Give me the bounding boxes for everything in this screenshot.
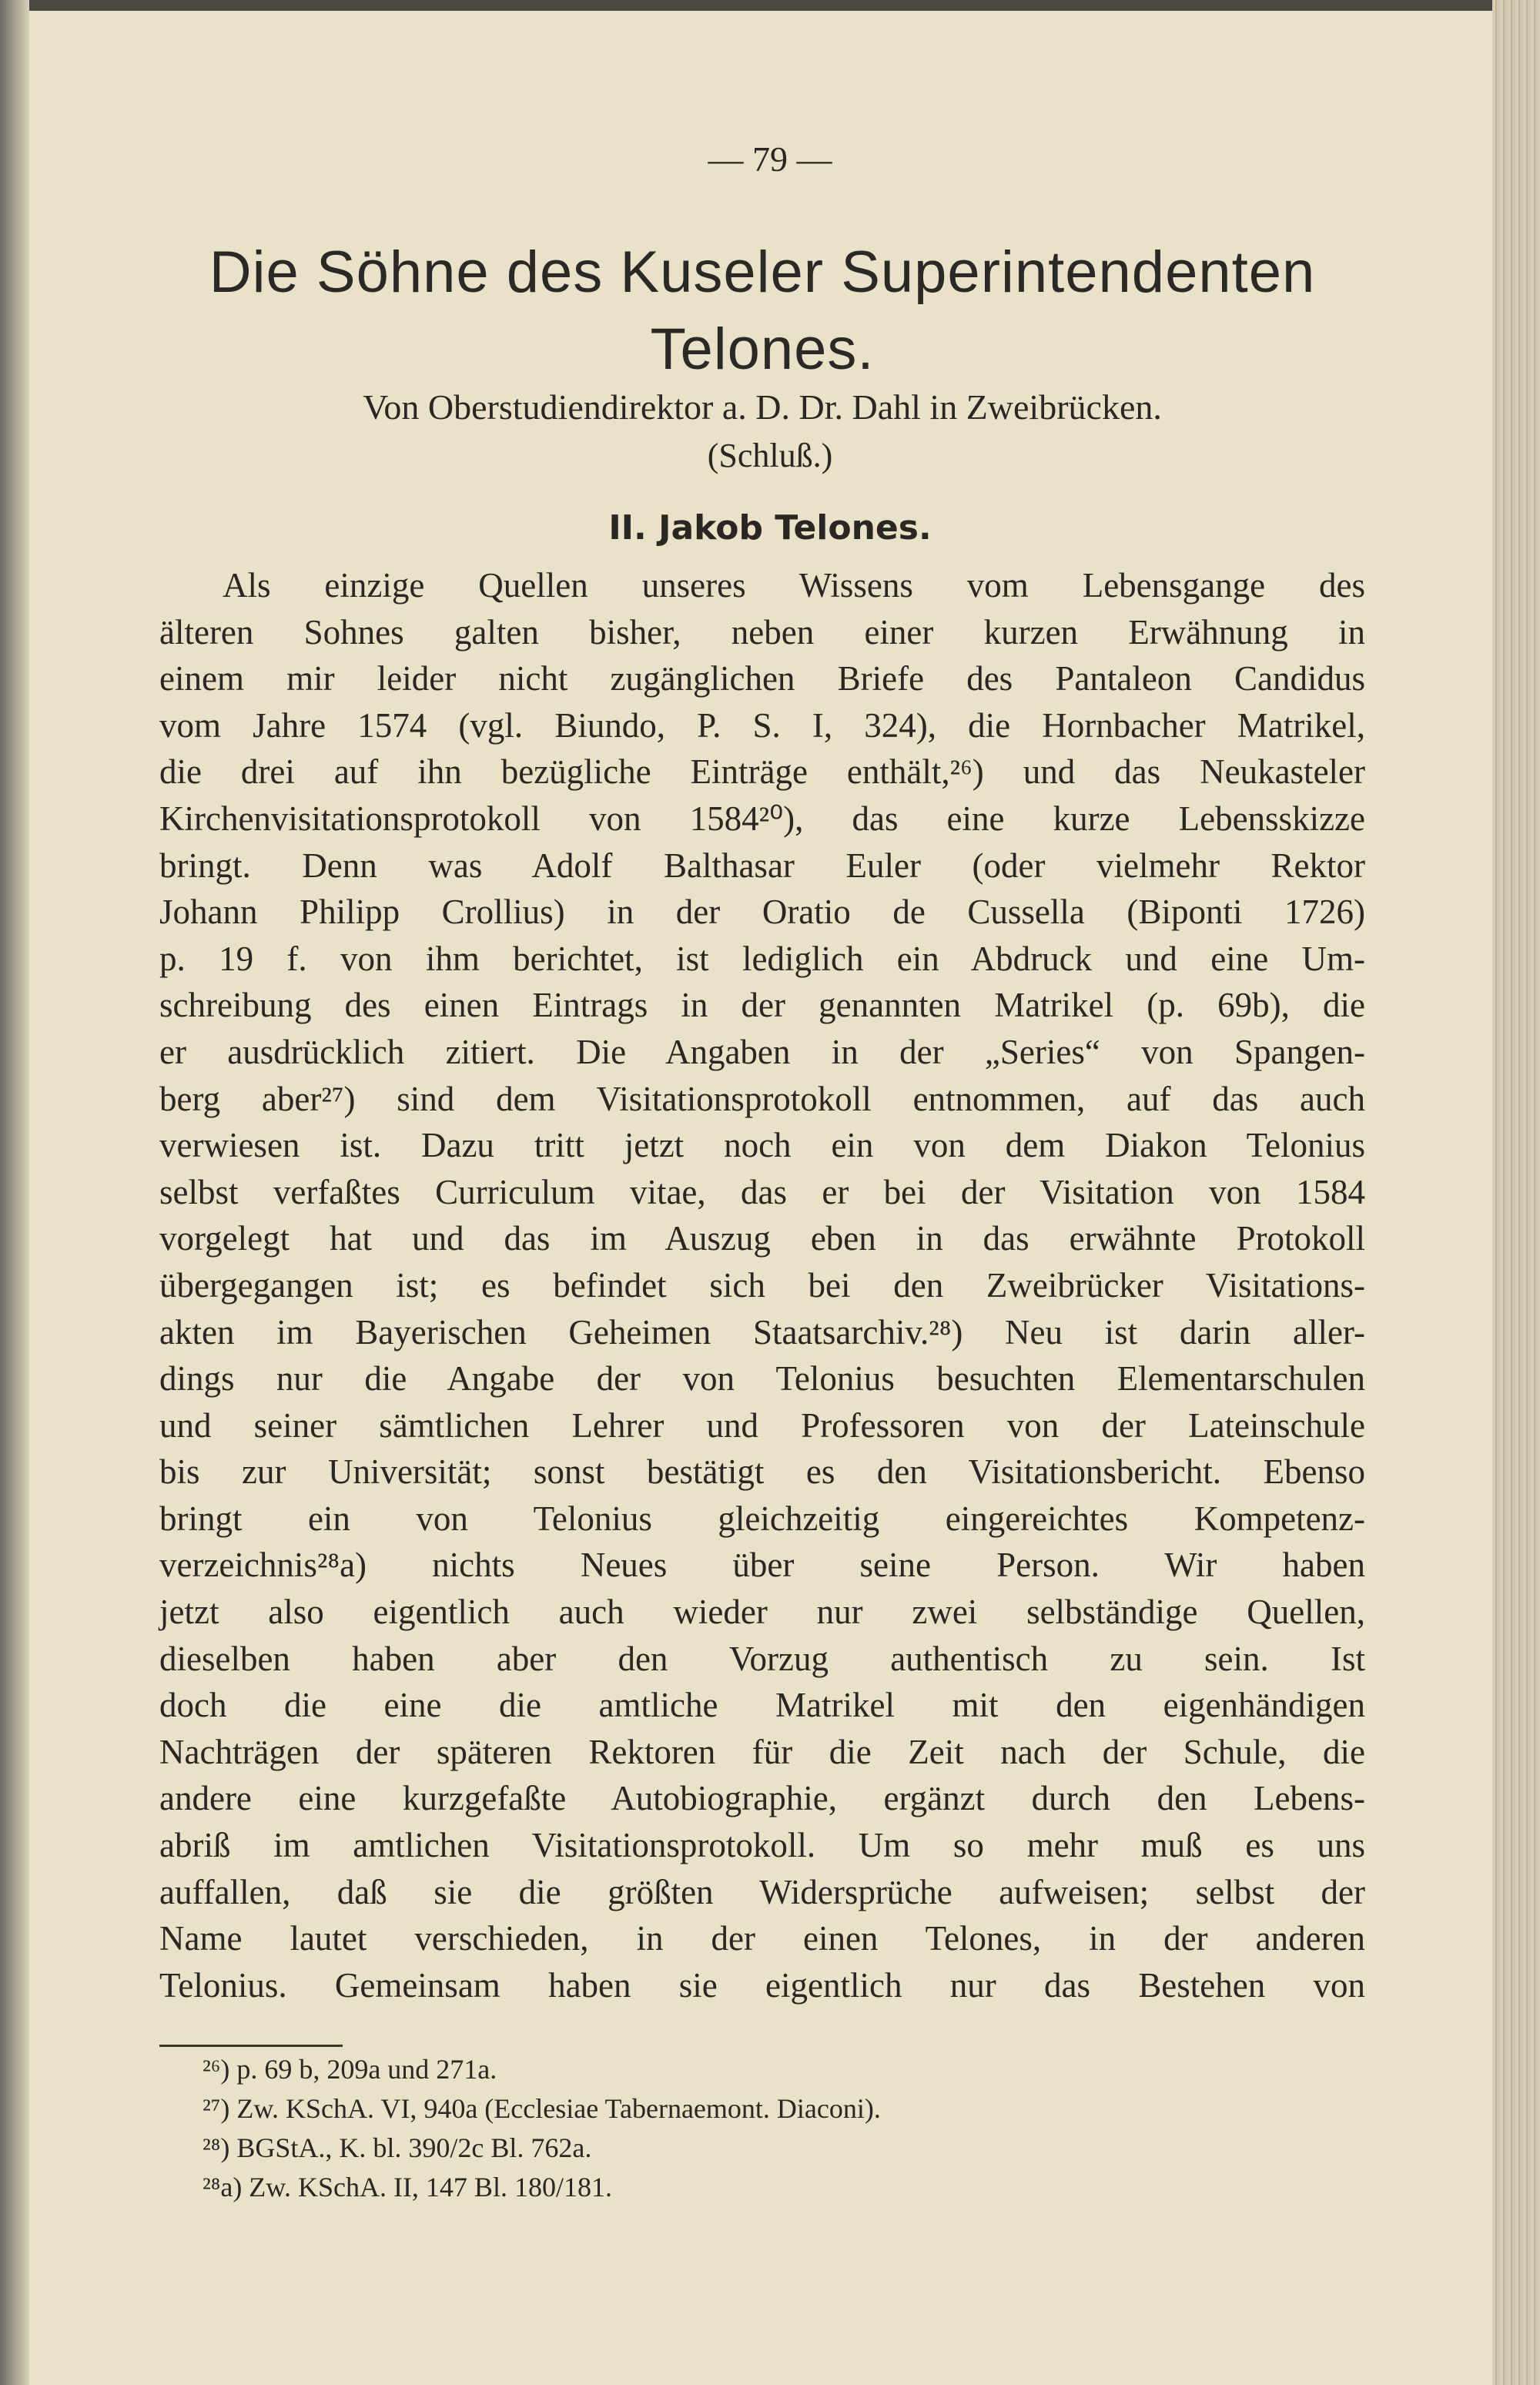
body-line: verwiesen ist. Dazu tritt jetzt noch ein von dem Diakon Telonius — [159, 1126, 1365, 1165]
body-line: doch die eine die amtliche Matrikel mit den eigenhändigen — [159, 1686, 1365, 1725]
body-line: abriß im amtlichen Visitationsprotokoll. Um so mehr muß es uns — [159, 1826, 1365, 1865]
body-line: Johann Philipp Crollius) in der Oratio de Cussella (Biponti 1726) — [159, 893, 1365, 932]
author-byline: Von Oberstudiendirektor a. D. Dr. Dahl in Zweibrücken. — [363, 387, 1162, 427]
book-page-edges — [1492, 0, 1540, 2385]
body-line: dings nur die Angabe der von Telonius besuchten Elementarschulen — [159, 1359, 1365, 1399]
body-line: einem mir leider nicht zugänglichen Briefe des Pantaleon Candidus — [159, 659, 1365, 698]
continuation-note: (Schluß.) — [707, 437, 833, 474]
scan-top-edge — [0, 0, 1540, 11]
body-line: selbst verfaßtes Curriculum vitae, das er bei der Visitation von 1584 — [159, 1172, 1365, 1211]
body-line: dieselben haben aber den Vorzug authentisch zu sein. Ist — [159, 1639, 1365, 1678]
body-line: berg aber²⁷) sind dem Visitationsprotokoll entnommen, auf das auch — [159, 1079, 1365, 1118]
body-line: Name lautet verschieden, in der einen Telones, in der anderen — [159, 1919, 1365, 1958]
body-line: verzeichnis²⁸a) nichts Neues über seine Person. Wir haben — [159, 1546, 1365, 1585]
body-line: vom Jahre 1574 (vgl. Biundo, P. S. I, 324), die Hornbacher Matrikel, — [159, 705, 1365, 745]
page-number: — 79 — — [708, 139, 832, 179]
body-line: p. 19 f. von ihm berichtet, ist lediglich ein Abdruck und eine Um- — [159, 939, 1365, 978]
body-line: Telonius. Gemeinsam haben sie eigentlich nur das Bestehen von — [159, 1965, 1365, 2005]
footnote: ²⁸a) Zw. KSchA. II, 147 Bl. 180/181. — [203, 2172, 612, 2202]
body-line: auffallen, daß sie die größten Widersprüche aufweisen; selbst der — [159, 1872, 1365, 1911]
body-line: Kirchenvisitationsprotokoll von 1584²⁰), das eine kurze Lebensskizze — [159, 799, 1365, 838]
body-line: jetzt also eigentlich auch wieder nur zwei selbständige Quellen, — [159, 1593, 1365, 1632]
body-line: älteren Sohnes galten bisher, neben einer kurzen Erwähnung in — [159, 612, 1365, 652]
body-line: andere eine kurzgefaßte Autobiographie, ergänzt durch den Lebens- — [159, 1779, 1365, 1818]
body-line: bringt ein von Telonius gleichzeitig eingereichtes Kompetenz- — [159, 1499, 1365, 1538]
body-line: Nachträgen der späteren Rektoren für die Zeit nach der Schule, die — [159, 1732, 1365, 1771]
body-line: und seiner sämtlichen Lehrer und Professoren von der Lateinschule — [159, 1405, 1365, 1445]
article-title-line2: Telones. — [650, 317, 875, 382]
scan-left-edge — [0, 0, 29, 2385]
body-line: akten im Bayerischen Geheimen Staatsarchiv.²⁸) Neu ist darin aller- — [159, 1312, 1365, 1352]
body-line: übergegangen ist; es befindet sich bei den Zweibrücker Visitations- — [159, 1265, 1365, 1305]
body-line: vorgelegt hat und das im Auszug eben in das erwähnte Protokoll — [159, 1219, 1365, 1258]
body-line: die drei auf ihn bezügliche Einträge enthält,²⁶) und das Neukasteler — [159, 752, 1365, 792]
body-line: Als einzige Quellen unseres Wissens vom Lebensgange des — [223, 566, 1365, 605]
footnote: ²⁸) BGStA., K. bl. 390/2c Bl. 762a. — [203, 2132, 592, 2163]
body-line: bringt. Denn was Adolf Balthasar Euler (oder vielmehr Rektor — [159, 846, 1365, 885]
body-line: schreibung des einen Eintrags in der genannten Matrikel (p. 69b), die — [159, 986, 1365, 1025]
footnote-divider — [159, 2045, 343, 2047]
body-text — [159, 562, 1365, 2008]
footnote: ²⁶) p. 69 b, 209a und 271a. — [203, 2054, 497, 2085]
body-line: bis zur Universität; sonst bestätigt es den Visitationsbericht. Ebenso — [159, 1452, 1365, 1492]
footnote: ²⁷) Zw. KSchA. VI, 940a (Ecclesiae Tabernaemont. Diaconi). — [203, 2093, 881, 2124]
section-heading: II. Jakob Telones. — [608, 508, 932, 548]
body-line: er ausdrücklich zitiert. Die Angaben in der „Series“ von Spangen- — [159, 1032, 1365, 1071]
article-title: Die Söhne des Kuseler Superintendenten — [209, 240, 1316, 305]
footnotes — [203, 2050, 1281, 2207]
